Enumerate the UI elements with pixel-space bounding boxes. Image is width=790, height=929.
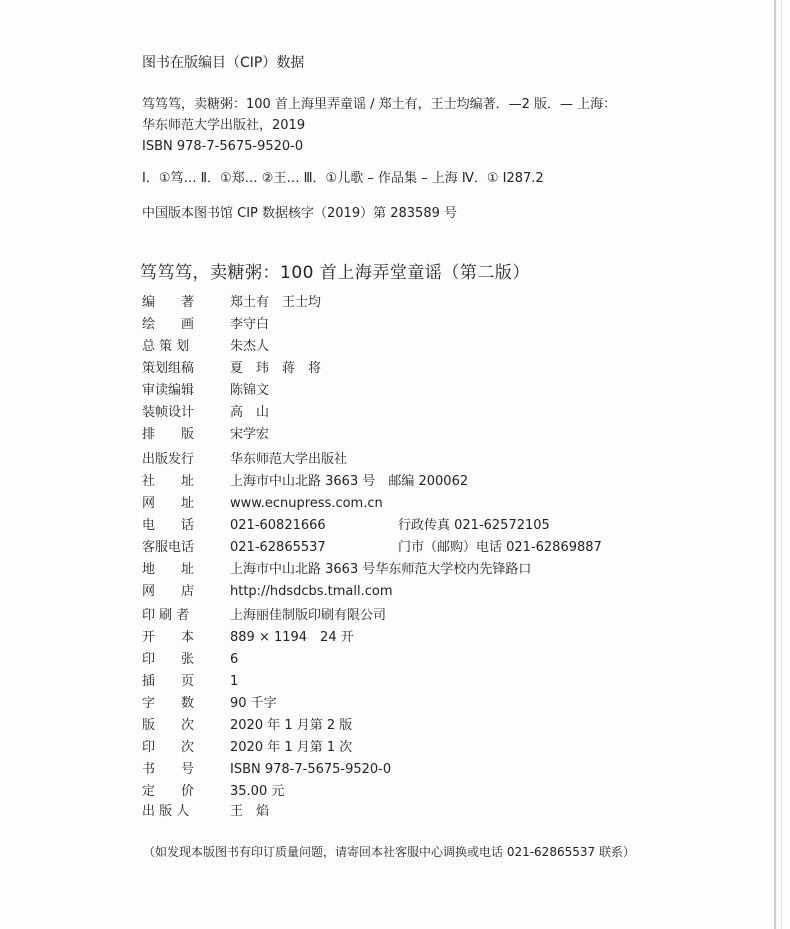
credit-value: 郑土有 王士均 [230,295,322,310]
publisher-person-block [142,801,269,823]
credit-row [142,402,321,424]
quality-notice: （如发现本版图书有印订质量问题，请寄回本社客服中心调换或电话 021-62865537 联系） [143,845,635,859]
cip-entry-line2: 华东师范大学出版社，2019 [142,118,306,133]
print-value: ISBN 978-7-5675-9520-0 [230,762,392,777]
print-label: 印 张 [142,652,195,667]
publisher-row [142,515,742,537]
publisher-value: 021-62865537 [230,540,326,555]
publisher-person-row [142,801,269,823]
print-value: 2020 年 1 月第 1 次 [230,740,353,755]
page-edge-line [774,0,776,929]
print-row [142,693,391,715]
credit-value: 陈锦文 [230,383,270,398]
publisher-value: http://hdsdcbs.tmall.com [230,584,393,599]
print-value: 1 [230,674,239,689]
page-edge-line-secondary [781,0,782,929]
publisher-value: www.ecnupress.com.cn [230,496,383,511]
print-row [142,627,391,649]
publisher-row [142,449,742,471]
cip-verify-number: 中国版本图书馆 CIP 数据核字（2019）第 283589 号 [142,206,457,221]
credit-row [142,358,321,380]
credit-label: 审读编辑 [142,383,195,398]
publisher-row [142,559,742,581]
publisher-label: 网 店 [142,584,195,599]
print-label: 印 次 [142,740,195,755]
credit-label: 编 著 [142,295,195,310]
print-row [142,605,391,627]
print-label: 定 价 [142,784,195,799]
print-row [142,671,391,693]
publisher-value: 021-60821666 [230,518,326,533]
publisher-block [142,449,742,603]
credit-row [142,314,321,336]
credit-value: 宋学宏 [230,427,270,442]
publisher-row [142,537,742,559]
credit-row [142,380,321,402]
print-label: 版 次 [142,718,195,733]
publisher-row [142,471,742,493]
publisher-value: 上海市中山北路 3663 号 邮编 200062 [230,474,469,489]
credit-value: 夏 玮 蒋 将 [230,361,322,376]
print-row [142,781,391,803]
credit-row [142,292,321,314]
book-title: 笃笃笃，卖糖粥：100 首上海弄堂童谣（第二版） [140,263,530,283]
publisher-row [142,581,742,603]
print-value: 6 [230,652,239,667]
publisher-label: 出版发行 [142,452,195,467]
publisher-value: 华东师范大学出版社 [230,452,348,467]
credit-label: 绘 画 [142,317,195,332]
print-row [142,737,391,759]
print-value: 上海丽佳制版印刷有限公司 [230,608,387,623]
credit-value: 朱杰人 [230,339,270,354]
cip-heading: 图书在版编目（CIP）数据 [142,55,305,71]
publisher-label: 电 话 [142,518,195,533]
publisher-label: 社 址 [142,474,195,489]
credits-block [142,292,321,446]
publisher-extra: 行政传真 021-62572105 [398,518,550,533]
print-label: 插 页 [142,674,195,689]
publisher-person-label: 出 版 人 [142,804,190,819]
credit-label: 总 策 划 [142,339,190,354]
print-row [142,715,391,737]
print-label: 字 数 [142,696,195,711]
publisher-label: 客服电话 [142,540,195,555]
cip-data-block [142,52,742,221]
print-value: 35.00 元 [230,784,285,799]
credit-label: 排 版 [142,427,195,442]
print-label: 印 刷 者 [142,608,190,623]
publisher-extra: 门市（邮购）电话 021-62869887 [398,540,602,555]
print-value: 90 千字 [230,696,277,711]
publisher-label: 网 址 [142,496,195,511]
cip-isbn: ISBN 978-7-5675-9520-0 [142,139,304,154]
credit-value: 李守白 [230,317,270,332]
credit-row [142,336,321,358]
publisher-value: 上海市中山北路 3663 号华东师范大学校内先锋路口 [230,562,532,577]
credit-label: 策划组稿 [142,361,195,376]
print-row [142,649,391,671]
credit-label: 装帧设计 [142,405,195,420]
print-value: 2020 年 1 月第 2 版 [230,718,353,733]
print-label: 开 本 [142,630,195,645]
publisher-label: 地 址 [142,562,195,577]
credit-row [142,424,321,446]
print-value: 889 × 1194 24 开 [230,630,354,645]
cip-subject-index: Ⅰ．①笃… Ⅱ．①郑… ②王… Ⅲ．①儿歌 – 作品集 – 上海 Ⅳ．① I287.2 [142,171,544,186]
publisher-row [142,493,742,515]
print-block [142,605,391,803]
credit-value: 高 山 [230,405,270,420]
print-row [142,759,391,781]
publisher-person-value: 王 焰 [230,804,270,819]
print-label: 书 号 [142,762,195,777]
cip-entry-line1: 笃笃笃，卖糖粥：100 首上海里弄童谣 / 郑土有，王士均编著．—2 版．— 上海： [142,97,617,112]
